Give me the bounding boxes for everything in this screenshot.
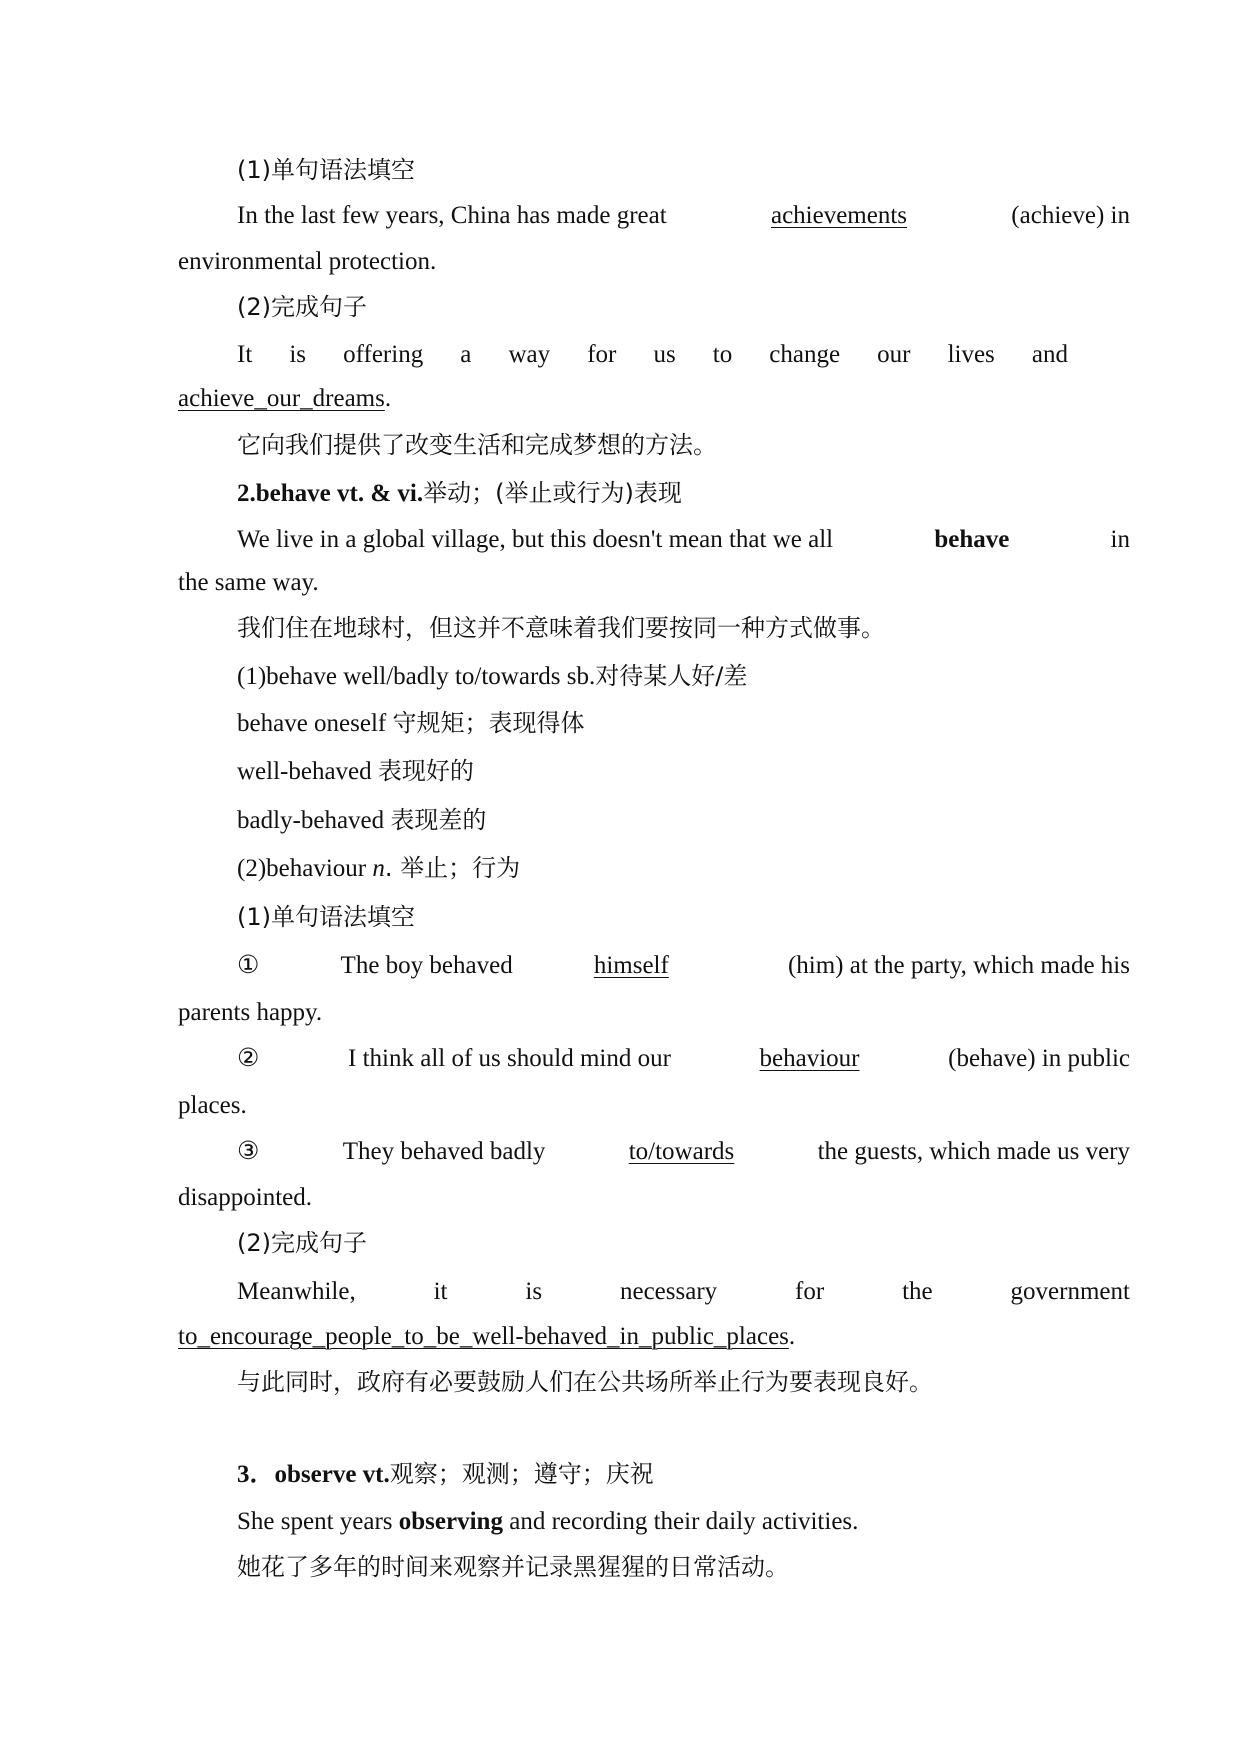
word: way (508, 341, 551, 368)
answer-line (178, 384, 391, 414)
phrase-en: behave oneself (237, 710, 387, 737)
word: a (460, 341, 472, 368)
sentence-text: in (1110, 526, 1130, 553)
word: change (769, 341, 841, 368)
phrase-cn: 守规矩；表现得体 (392, 709, 585, 737)
phrase-cn: 对待某人好/差 (595, 662, 748, 690)
chinese-translation: 与此同时，政府有必要鼓励人们在公共场所举止行为要表现良好。 (237, 1368, 933, 1396)
answer-encourage: to_encourage_people_to_be_well-behaved_in_public_places (178, 1323, 789, 1350)
example-translation: 她花了多年的时间来观察并记录黑猩猩的日常活动。 (237, 1553, 789, 1581)
phrase-behave-to (237, 661, 747, 692)
word: offering (343, 341, 424, 368)
word: our (877, 341, 911, 368)
fill-in-heading: (1)单句语法填空 (237, 903, 415, 931)
answer-blank (594, 951, 707, 981)
sentence-achievements (237, 201, 1130, 231)
word: It (237, 341, 253, 368)
question-1 (237, 951, 1130, 981)
phrase-behaviour (237, 853, 520, 884)
punctuation: . (384, 385, 392, 412)
word: it (433, 1278, 448, 1305)
phrase-en: (2)behaviour (237, 855, 367, 882)
word: Meanwhile, (237, 1278, 356, 1305)
question-number: ① (237, 952, 260, 979)
chinese-translation: 它向我们提供了改变生活和完成梦想的方法。 (237, 431, 717, 459)
sentence-text: and recording their daily activities. (509, 1508, 859, 1535)
phrase-cn: 表现差的 (390, 806, 487, 834)
sentence-text: I think all of us should mind our (348, 1045, 671, 1072)
entry-headword: 2.behave vt. & vi. (237, 480, 424, 507)
phrase-behave-oneself (237, 708, 584, 739)
example-continuation: the same way. (178, 569, 319, 596)
question-2-continuation: places. (178, 1092, 247, 1119)
answer-achieve-dreams: achieve_our_dreams (178, 385, 385, 412)
question-1-continuation: parents happy. (178, 999, 323, 1026)
word: us (653, 341, 676, 368)
phrase-en: (1)behave well/badly to/towards sb. (237, 663, 596, 690)
entry-meaning: 举动；(举止或行为)表现 (423, 479, 682, 507)
entry-number: 3． (237, 1461, 275, 1488)
word: the (902, 1278, 933, 1305)
phrase-badly-behaved (237, 805, 486, 836)
sentence-text: the guests, which made us very (817, 1138, 1130, 1165)
sentence-text: (achieve) in (1011, 202, 1130, 229)
sentence-text: She spent years (237, 1508, 393, 1535)
keyword-observing: observing (398, 1508, 503, 1535)
complete-sentence-heading: (2)完成句子 (237, 293, 367, 321)
punctuation: . (788, 1323, 796, 1350)
sentence-text: (behave) in public (948, 1045, 1130, 1072)
sentence-text: In the last few years, China has made great (237, 202, 667, 229)
word: is (289, 341, 307, 368)
question-3-continuation: disappointed. (178, 1184, 313, 1211)
answer-to-towards: to/towards (628, 1138, 735, 1165)
sentence-text: They behaved badly (342, 1138, 546, 1165)
word: to (712, 341, 733, 368)
question-3 (237, 1137, 1130, 1167)
part-of-speech: n (372, 855, 385, 882)
fill-in-heading: (1)单句语法填空 (237, 156, 415, 184)
entry-meaning: 观察；观测；遵守；庆祝 (389, 1460, 654, 1488)
example-translation: 我们住在地球村，但这并不意味着我们要按同一种方式做事。 (237, 614, 885, 642)
word: and (1031, 341, 1068, 368)
word: necessary (619, 1278, 718, 1305)
word: is (525, 1278, 543, 1305)
entry-title-observe (237, 1459, 654, 1490)
phrase-en: well-behaved (237, 758, 372, 785)
sentence-justified (237, 1277, 1130, 1307)
sentence-justified (237, 340, 1068, 370)
complete-sentence-heading: (2)完成句子 (237, 1229, 367, 1257)
question-2 (237, 1044, 1130, 1074)
phrase-cn: . 举止；行为 (384, 854, 521, 882)
phrase-en: badly-behaved (237, 807, 385, 834)
word: for (587, 341, 617, 368)
word: government (1010, 1278, 1130, 1305)
sentence-text: We live in a global village, but this doesn't mean that we all (237, 526, 834, 553)
example-sentence (237, 525, 1130, 555)
answer-behaviour: behaviour (759, 1045, 860, 1072)
word: for (795, 1278, 825, 1305)
answer-achievements: achievements (770, 202, 908, 229)
question-number: ③ (237, 1138, 260, 1165)
word: lives (947, 341, 995, 368)
phrase-cn: 表现好的 (377, 757, 474, 785)
entry-headword: observe vt. (274, 1461, 390, 1488)
entry-title-behave (237, 478, 682, 509)
sentence-continuation: environmental protection. (178, 248, 437, 275)
phrase-well-behaved (237, 756, 474, 787)
answer-himself: himself (593, 952, 669, 979)
example-sentence (237, 1507, 858, 1537)
sentence-text: The boy behaved (340, 952, 513, 979)
keyword-behave: behave (934, 526, 1010, 553)
question-number: ② (237, 1045, 260, 1072)
answer-line (178, 1322, 795, 1352)
sentence-text: (him) at the party, which made his (787, 952, 1130, 979)
